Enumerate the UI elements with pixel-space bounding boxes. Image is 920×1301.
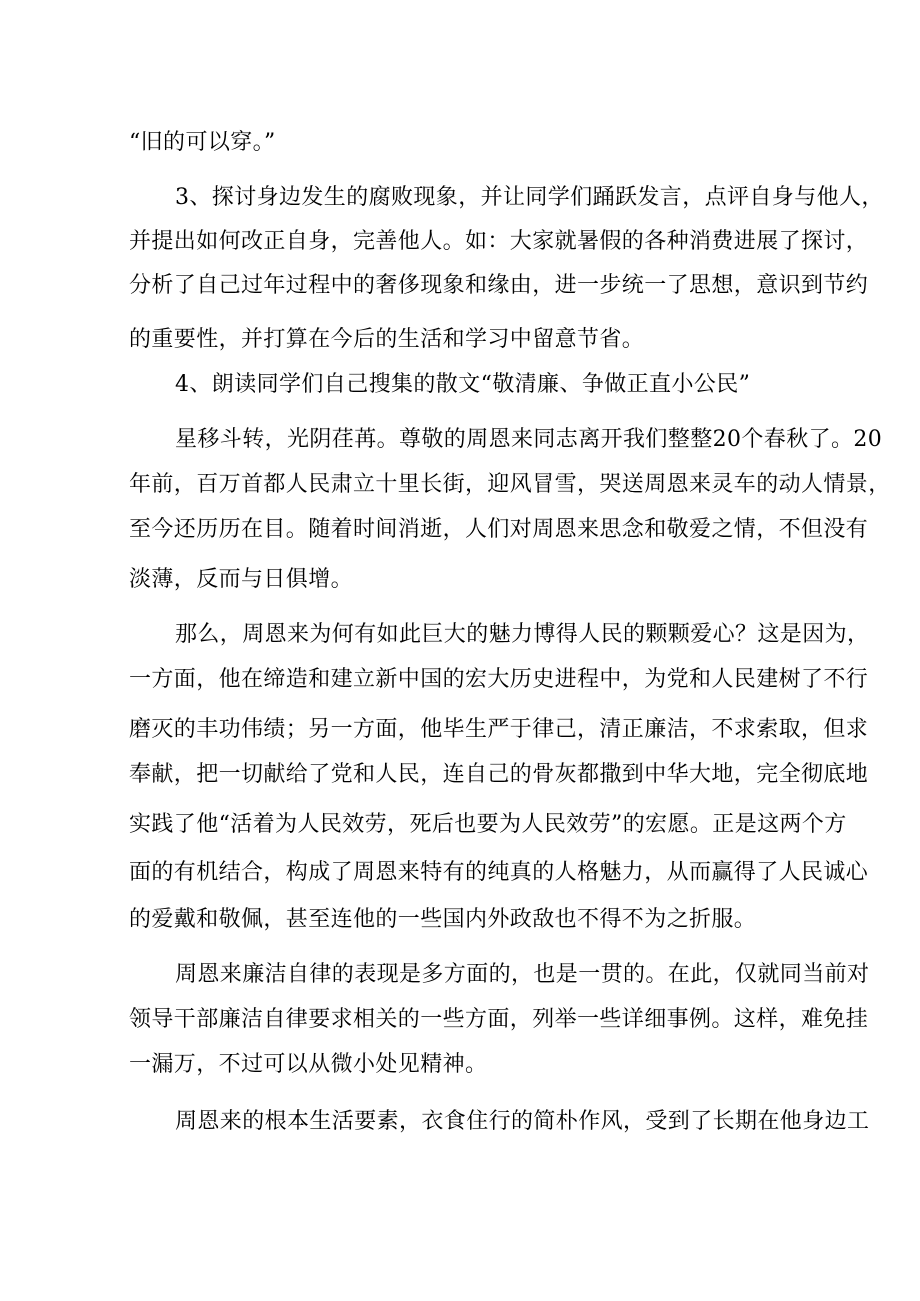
text-line: 领导干部廉洁自律要求相关的一些方面，列举一些详细事例。这样，难免挂 [129, 1007, 869, 1032]
text-line: 4、朗读同学们自己搜集的散文“敬清廉、争做正直小公民” [175, 372, 751, 397]
text-line: 周恩来的根本生活要素，衣食住行的简朴作风，受到了长期在他身边工 [175, 1109, 870, 1134]
text-line: 的重要性，并打算在今后的生活和学习中留意节省。 [129, 327, 645, 352]
text-line: 分析了自己过年过程中的奢侈现象和缘由，进一步统一了思想，意识到节约 [129, 273, 869, 298]
text-line: 那么，周恩来为何有如此巨大的魅力博得人民的颗颗爱心？这是因为， [175, 622, 870, 647]
text-line: 星移斗转，光阴荏苒。尊敬的周恩来同志离开我们整整20个春秋了。20 [175, 427, 883, 452]
text-line: 面的有机结合，构成了周恩来特有的纯真的人格魅力，从而赢得了人民诚心 [129, 860, 869, 885]
text-line: 奉献，把一切献给了党和人民，连自己的骨灰都撒到中华大地，完全彻底地 [129, 762, 869, 787]
text-line: 至今还历历在目。随着时间消逝，人们对周恩来思念和敬爱之情，不但没有 [129, 517, 869, 542]
text-line: 一方面，他在缔造和建立新中国的宏大历史进程中，为党和人民建树了不行 [129, 667, 869, 692]
text-line: 3、探讨身边发生的腐败现象，并让同学们踊跃发言，点评自身与他人， [175, 185, 884, 210]
text-line: 并提出如何改正自身，完善他人。如：大家就暑假的各种消费进展了探讨， [129, 229, 869, 254]
text-line: “旧的可以穿。” [129, 130, 276, 155]
text-line: 周恩来廉洁自律的表现是多方面的，也是一贯的。在此，仅就同当前对 [175, 962, 870, 987]
text-line: 的爱戴和敬佩，甚至连他的一些国内外政敌也不得不为之折服。 [129, 907, 757, 932]
text-line: 磨灭的丰功伟绩；另一方面，他毕生严于律己，清正廉洁，不求索取，但求 [129, 717, 869, 742]
text-line: 年前，百万首都人民肃立十里长街，迎风冒雪，哭送周恩来灵车的动人情景， [129, 472, 891, 497]
text-line: 一漏万，不过可以从微小处见精神。 [129, 1052, 488, 1077]
text-line: 实践了他“活着为人民效劳，死后也要为人民效劳”的宏愿。正是这两个方 [129, 812, 847, 837]
text-line: 淡薄，反而与日俱增。 [129, 567, 354, 592]
